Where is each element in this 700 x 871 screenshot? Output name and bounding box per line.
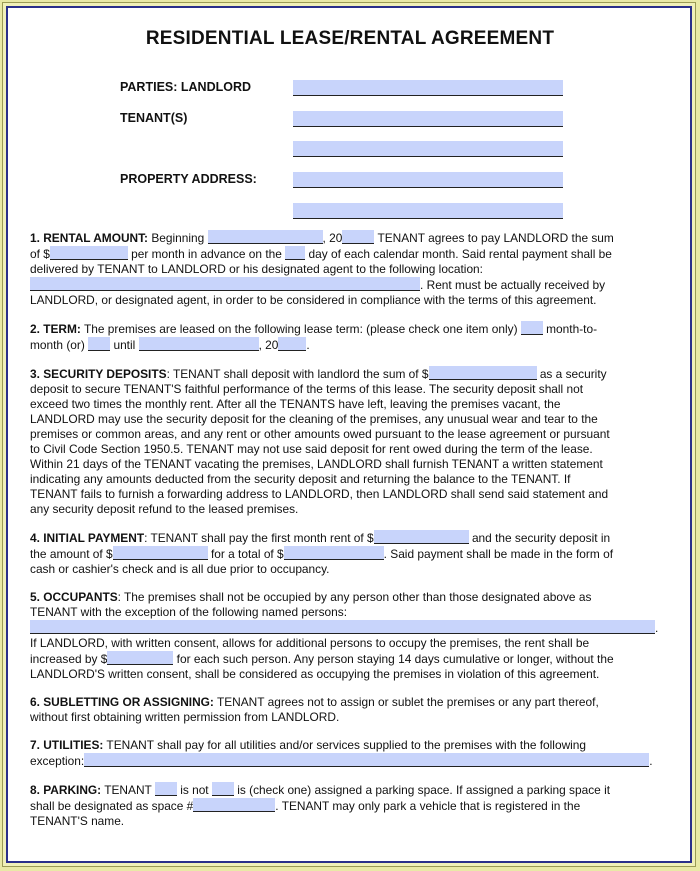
property-address-field-1[interactable] [293,172,563,188]
property-address-field-2[interactable] [293,203,563,219]
fixed-term-checkbox[interactable] [88,337,110,351]
section-occupants: 5. OCCUPANTS: The premises shall not be occupied by any person other than those designated above as TENANT with the exception of the following named persons: . If LANDLORD, with written consent, allows for additional persons to occupy the premises, the rent shall be increased by $ for each such person. Any person staying 14 days cumulative or longer, without the LANDLORD'S written consent, shall be considered as occupying the premises in violation of this agreement. [30,590,659,681]
section-heading: 1. RENTAL AMOUNT: [30,231,149,245]
section-initial-payment: 4. INITIAL PAYMENT: TENANT shall pay the first month rent of $ and the security deposit in the amount of $ for a total of $ . Said payment shall be made in the form of cash or cashier's check and is all due prior to occupancy. [30,531,614,576]
tenants-label: TENANT(S) [120,111,188,125]
month-to-month-checkbox[interactable] [521,321,543,335]
additional-person-amount-field[interactable] [107,651,173,665]
parking-is-not-checkbox[interactable] [212,782,234,796]
rent-amount-field[interactable] [50,246,128,260]
property-address-label: PROPERTY ADDRESS: [120,172,257,186]
section-parking: 8. PARKING: TENANT is not is (check one) assigned a parking space. If assigned a parking space it shall be designated as space # . TENANT may only park a vehicle that is registered in the TENANT'S name. [30,783,611,828]
section-subletting: 6. SUBLETTING OR ASSIGNING: TENANT agrees not to assign or sublet the premises or any part thereof, without first obtaining written permission from LANDLORD. [30,695,599,724]
tenant-field-1[interactable] [293,111,563,127]
section-utilities: 7. UTILITIES: TENANT shall pay for all utilities and/or services supplied to the premises with the following exception: . [30,738,653,768]
section-security-deposits: 3. SECURITY DEPOSITS: TENANT shall deposit with landlord the sum of $ as a security deposit to secure TENANT'S faithful performance of the terms of this lease. The security deposit shall not exceed two times the monthly rent. After all the TENANTS have left, leaving the premises vacant, the LANDLORD may use the security deposit for the cleaning of the premises, any unusual wear and tear to the premises or common areas, and any rent or other amounts owed pursuant to the lease agreement or pursuant to Civil Code Section 1950.5. TENANT may not use said deposit for rent owed during the term of the lease. Within 21 days of the TENANT vacating the premises, LANDLORD shall furnish TENANT a written statement indicating any amounts deducted from the security deposit and returning the balance to the TENANT. If TENANT fails to furnish a forwarding address to LANDLORD, then LANDLORD shall send said statement and any security deposit refund to the leased premises. [30,367,610,516]
named-occupants-field[interactable] [30,620,655,634]
first-month-rent-field[interactable] [374,530,469,544]
parking-is-checkbox[interactable] [155,782,177,796]
term-end-date-field[interactable] [139,337,259,351]
initial-total-field[interactable] [284,546,384,560]
tenant-field-2[interactable] [293,141,563,157]
document-title: RESIDENTIAL LEASE/RENTAL AGREEMENT [145,28,555,49]
landlord-field[interactable] [293,80,563,96]
parking-space-number-field[interactable] [193,798,275,812]
parties-header [30,52,670,202]
document-body [30,28,670,842]
initial-deposit-field[interactable] [113,546,208,560]
security-deposit-field[interactable] [429,366,537,380]
section-rental-amount: 1. RENTAL AMOUNT: Beginning , 20 TENANT agrees to pay LANDLORD the sum of $ per month in advance on the day of each calendar month. Said rental payment shall be delivered by TENANT to LANDLORD or his designated agent to the following location: . Rent must be actually received by LANDLORD, or designated agent, in order to be considered in compliance with the terms of this agreement. [30,231,614,307]
term-end-year-field[interactable] [278,337,306,351]
begin-year-field[interactable] [342,230,374,244]
utilities-exception-field[interactable] [84,753,649,767]
rent-day-field[interactable] [285,246,305,260]
section-term: 2. TERM: The premises are leased on the following lease term: (please check one item only) month-to- month (or) until , 20 . [30,322,598,352]
document-page [6,6,692,863]
payment-location-field[interactable] [30,277,420,291]
begin-date-field[interactable] [208,230,323,244]
parties-landlord-label: PARTIES: LANDLORD [120,80,252,94]
